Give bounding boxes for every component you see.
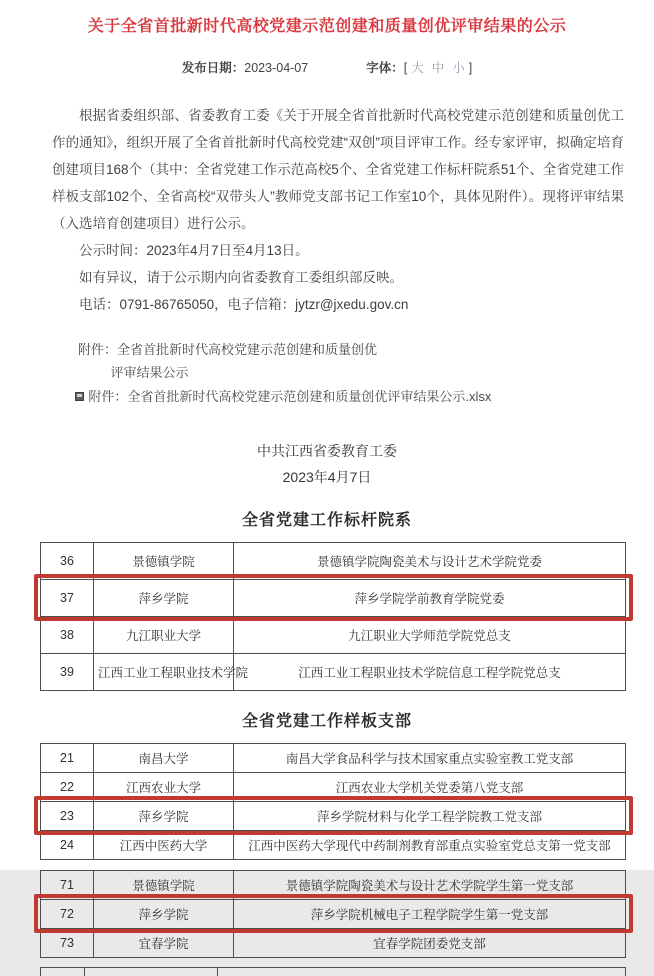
row-school: 萍乡学院 bbox=[94, 580, 234, 617]
row-org: 萍乡学院学前教育学院党委 bbox=[234, 580, 626, 617]
font-size-large-link[interactable]: 大 bbox=[411, 61, 424, 75]
table-row bbox=[41, 802, 626, 831]
table-row bbox=[41, 929, 626, 958]
table-gap bbox=[0, 860, 654, 870]
page-title: 关于全省首批新时代高校党建示范创建和质量创优评审结果的公示 bbox=[87, 18, 567, 35]
attachment-title-line2: 评审结果公示 bbox=[110, 365, 189, 380]
attachment-file-icon bbox=[75, 392, 84, 401]
row-org: 景德镇学院陶瓷美术与设计艺术学院党委 bbox=[234, 543, 626, 580]
row-school: 萍乡学院 bbox=[94, 900, 234, 929]
bracket-open: [ bbox=[403, 61, 408, 75]
publish-date-value: 2023-04-07 bbox=[244, 61, 309, 75]
font-size-label: 字体： bbox=[366, 61, 404, 75]
attachment-title-line1: 附件：全省首批新时代高校党建示范创建和质量创优 bbox=[78, 342, 378, 357]
bracket-close: ] bbox=[468, 61, 473, 75]
table-row bbox=[41, 617, 626, 654]
row-org: 九江职业大学师范学院党总支 bbox=[234, 617, 626, 654]
meta-row bbox=[0, 58, 654, 76]
notice-period-line: 公示时间：2023年4月7日至4月13日。 bbox=[79, 243, 309, 258]
row-org: 江西工业工程职业技术学院信息工程学院党总支 bbox=[234, 654, 626, 691]
row-school: 南昌大学 bbox=[94, 744, 234, 773]
row-school: 江西工业工程职业技术学院 bbox=[94, 654, 234, 691]
row-org: 江西农业大学机关党委第八党支部 bbox=[234, 773, 626, 802]
font-size-switcher bbox=[366, 58, 472, 76]
row-number: 22 bbox=[41, 773, 94, 802]
issuer-org: 中共江西省委教育工委 bbox=[257, 443, 397, 459]
table-row bbox=[41, 900, 626, 929]
row-org: 宜春学院团委党支部 bbox=[234, 929, 626, 958]
table-model-branch-wrap-1 bbox=[40, 743, 626, 860]
table-row bbox=[41, 773, 626, 802]
row-number: 73 bbox=[41, 929, 94, 958]
table-benchmark-wrap bbox=[40, 542, 626, 691]
objection-line: 如有异议，请于公示期内向省委教育工委组织部反映。 bbox=[79, 270, 403, 285]
table-benchmark-departments bbox=[40, 542, 626, 691]
table-row bbox=[41, 580, 626, 617]
partial-next-table-edge bbox=[40, 967, 626, 976]
body-text bbox=[52, 102, 624, 318]
row-number: 24 bbox=[41, 831, 94, 860]
row-number: 72 bbox=[41, 900, 94, 929]
row-school: 江西农业大学 bbox=[94, 773, 234, 802]
section-heading-benchmark: 全省党建工作标杆院系 bbox=[241, 512, 412, 529]
issuer-block bbox=[0, 438, 654, 490]
attachment-file-link[interactable] bbox=[75, 385, 624, 408]
row-org: 萍乡学院材料与化学工程学院教工党支部 bbox=[234, 802, 626, 831]
row-number: 23 bbox=[41, 802, 94, 831]
section-heading-model-branch: 全省党建工作样板支部 bbox=[241, 713, 412, 730]
row-number: 21 bbox=[41, 744, 94, 773]
contact-line: 电话：0791-86765050，电子信箱：jytzr@jxedu.gov.cn bbox=[79, 297, 409, 312]
attachment-file-name: 附件：全省首批新时代高校党建示范创建和质量创优评审结果公示.xlsx bbox=[88, 389, 492, 404]
row-school: 九江职业大学 bbox=[94, 617, 234, 654]
row-school: 江西中医药大学 bbox=[94, 831, 234, 860]
row-number: 71 bbox=[41, 871, 94, 900]
issuer-date: 2023年4月7日 bbox=[282, 469, 372, 485]
row-org: 南昌大学食品科学与技术国家重点实验室教工党支部 bbox=[234, 744, 626, 773]
row-number: 36 bbox=[41, 543, 94, 580]
publish-date-label: 发布日期： bbox=[181, 61, 245, 75]
row-school: 景德镇学院 bbox=[94, 871, 234, 900]
row-number: 37 bbox=[41, 580, 94, 617]
row-org: 萍乡学院机械电子工程学院学生第一党支部 bbox=[234, 900, 626, 929]
table-row bbox=[41, 744, 626, 773]
row-org: 江西中医药大学现代中药制剂教育部重点实验室党总支第一党支部 bbox=[234, 831, 626, 860]
font-size-small-link[interactable]: 小 bbox=[452, 61, 465, 75]
table-row bbox=[41, 871, 626, 900]
table-row bbox=[41, 654, 626, 691]
row-number: 38 bbox=[41, 617, 94, 654]
table-model-branch-wrap-2 bbox=[40, 870, 626, 958]
publish-date bbox=[182, 58, 308, 76]
row-org: 景德镇学院陶瓷美术与设计艺术学院学生第一党支部 bbox=[234, 871, 626, 900]
row-school: 景德镇学院 bbox=[94, 543, 234, 580]
table-model-branches-2 bbox=[40, 870, 626, 958]
table-row bbox=[41, 543, 626, 580]
font-size-medium-link[interactable]: 中 bbox=[431, 61, 445, 75]
row-school: 萍乡学院 bbox=[94, 802, 234, 831]
table-model-branches-1 bbox=[40, 743, 626, 860]
table-row bbox=[41, 831, 626, 860]
attachment-block bbox=[52, 338, 624, 408]
row-school: 宜春学院 bbox=[94, 929, 234, 958]
main-paragraph: 根据省委组织部、省委教育工委《关于开展全省首批新时代高校党建示范创建和质量创优工作的通知》，组织开展了全省首批新时代高校党建“双创”项目评审工作。经专家评审，拟确定培育创建项目168个（其中：全省党建工作示范高校5个、全省党建工作标杆院系51个、全省党建工作样板支部102个、全省高校“双带头人”教师党支部书记工作室10个，具体见附件）。现将评审结果（入选培育创建项目）进行公示。 bbox=[52, 108, 624, 231]
row-number: 39 bbox=[41, 654, 94, 691]
